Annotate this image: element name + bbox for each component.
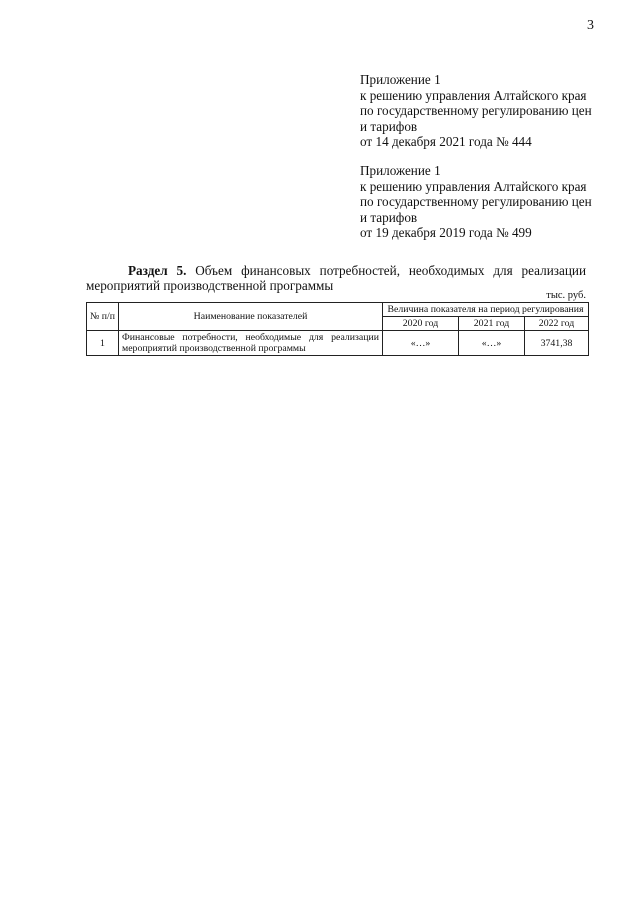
row-name: Финансовые потребности, необходимые для реализации мероприятий производственной программы — [119, 331, 383, 356]
section-heading — [86, 263, 586, 293]
annex-previous — [360, 163, 600, 241]
annex-previous-line: к решению управления Алтайского края — [360, 178, 587, 194]
header-period-group: Величина показателя на период регулирования — [383, 303, 589, 317]
annex-current-line: по государственному регулированию цен — [360, 103, 592, 119]
page-number: 3 — [587, 18, 594, 33]
header-number: № п/п — [87, 303, 119, 331]
annex-previous-line: по государственному регулированию цен — [360, 194, 592, 210]
row-value-2022: 3741,38 — [525, 331, 589, 356]
header-year-2020: 2020 год — [383, 317, 459, 331]
annex-previous-line: и тарифов — [360, 209, 418, 225]
annex-current — [360, 72, 600, 150]
table-row — [87, 331, 589, 356]
section-title-end: мероприятий производственной программы — [86, 278, 334, 293]
finance-table — [86, 302, 589, 356]
annex-current-line: к решению управления Алтайского края — [360, 87, 587, 103]
annex-previous-line: от 19 декабря 2019 года № 499 — [360, 225, 532, 241]
header-year-2022: 2022 год — [525, 317, 589, 331]
annex-current-line: от 14 декабря 2021 года № 444 — [360, 134, 532, 150]
annex-current-line: Приложение 1 — [360, 72, 441, 87]
row-value-2021: «…» — [459, 331, 525, 356]
annex-current-line: и тарифов — [360, 118, 418, 134]
header-name: Наименование показателей — [119, 303, 383, 331]
unit-note: тыс. руб. — [546, 290, 586, 301]
annex-previous-line: Приложение 1 — [360, 163, 441, 178]
header-year-2021: 2021 год — [459, 317, 525, 331]
row-number: 1 — [87, 331, 119, 356]
section-title-start: Объем финансовых потребностей, необходимых для реализации — [195, 263, 587, 278]
section-number: Раздел 5. — [128, 263, 187, 278]
row-value-2020: «…» — [383, 331, 459, 356]
section-heading-line1 — [86, 263, 586, 278]
